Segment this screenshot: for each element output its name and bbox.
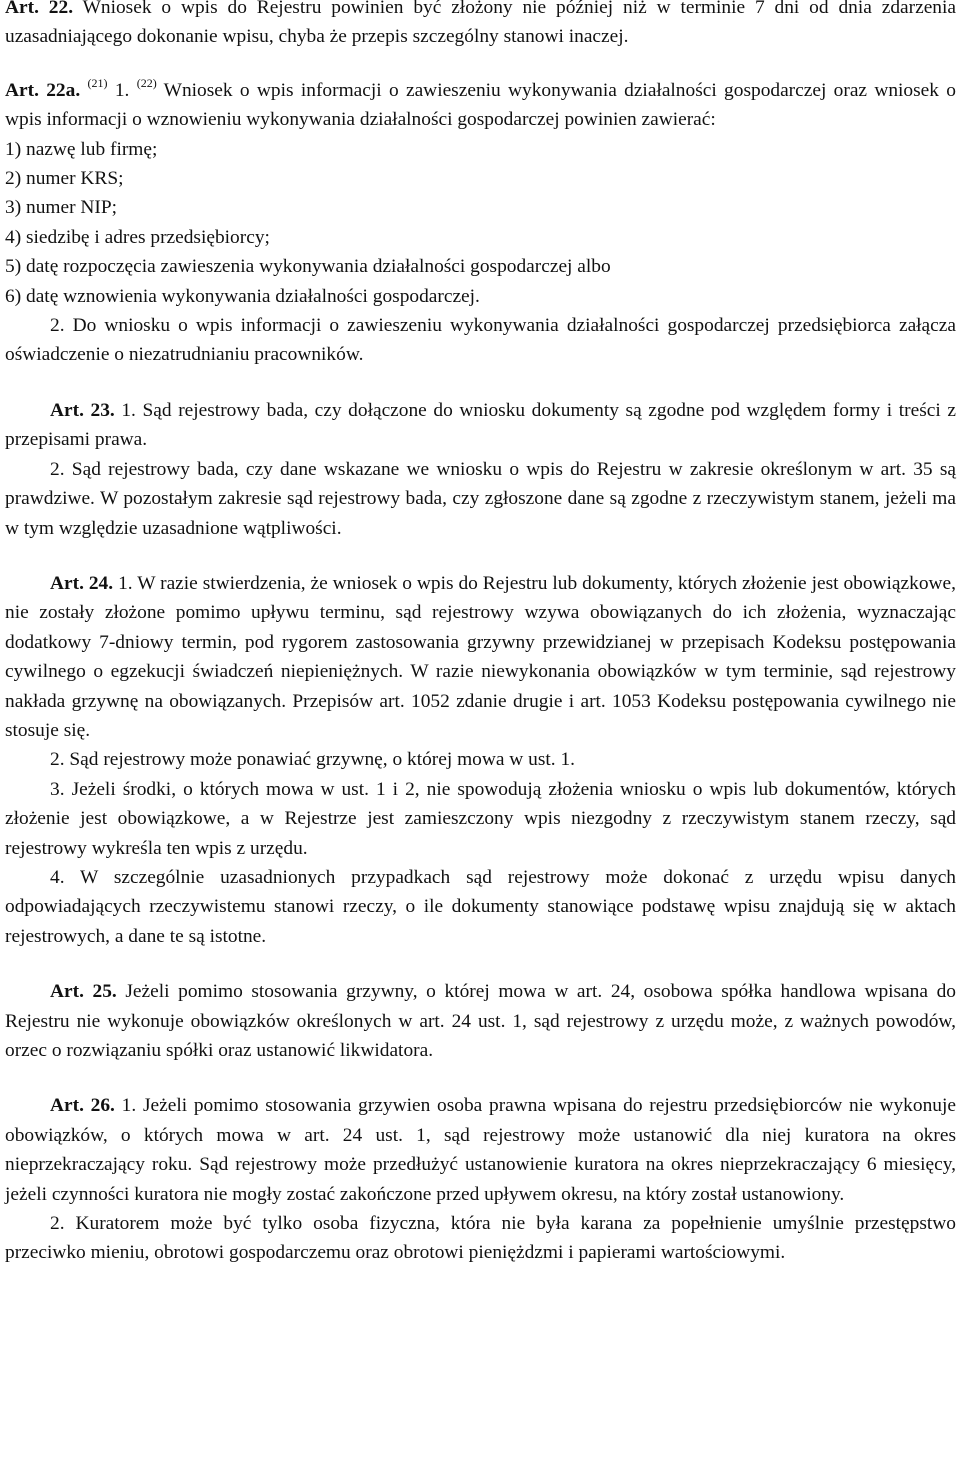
list-item: 1) nazwę lub firmę; <box>5 138 158 160</box>
spacer <box>5 1065 956 1091</box>
paragraph-text: Sąd rejestrowy bada, czy dane wskazane we wniosku o wpis do Rejestru w zakresie określonym w art. 35 są prawdziwe. W pozostałym zakresie sąd rejestrowy bada, czy zgłoszone dane są zgodne z rzeczywistym stanem, jeżeli ma w tym względzie uzasadnione wątpliwości. <box>5 458 956 539</box>
paragraph-number: 2. <box>50 315 65 337</box>
paragraph-number: 1. <box>118 572 133 594</box>
article-label: Art. 24. <box>50 572 114 594</box>
spacer <box>5 951 956 977</box>
spacer <box>5 52 956 76</box>
paragraph-number: 1. <box>114 79 130 101</box>
list-item: 2) numer KRS; <box>5 168 124 190</box>
article-22a-ust-1 <box>5 76 956 135</box>
paragraph-number: 1. <box>121 1095 137 1117</box>
article-25 <box>5 977 956 1065</box>
article-text: Wniosek o wpis do Rejestru powinien być złożony nie później niż w terminie 7 dni od dnia zdarzenia uzasadniającego dokonanie wpisu, chyba że przepis szczególny stanowi inaczej. <box>5 0 956 48</box>
paragraph-text: Do wniosku o wpis informacji o zawieszeniu wykonywania działalności gospodarczej przedsiębiorca załącza oświadczenie o niezatrudnianiu pracowników. <box>5 315 956 366</box>
list-item: 5) datę rozpoczęcia zawieszenia wykonywania działalności gospodarczej albo <box>5 256 611 278</box>
article-text: Jeżeli pomimo stosowania grzywny, o której mowa w art. 24, osobowa spółka handlowa wpisana do Rejestru nie wykonuje obowiązków określonych w art. 24 ust. 1, sąd rejestrowy z urzędu może, z ważnych powodów, orzec o rozwiązaniu spółki oraz ustanowić likwidatora. <box>5 981 956 1061</box>
article-24-ust-1 <box>5 569 956 745</box>
list-item: 4) siedzibę i adres przedsiębiorcy; <box>5 226 270 248</box>
article-22 <box>5 0 956 52</box>
paragraph-text: Jeżeli pomimo stosowania grzywien osoba prawna wpisana do rejestru przedsiębiorców nie wykonuje obowiązków, o których mowa w art. 24 ust. 1, sąd rejestrowy może ustanowić dla niej kuratora na okres nieprzekraczający roku. Sąd rejestrowy może przedłużyć ustanowienie kuratora na okres nieprzekraczający 6 miesięcy, jeżeli czynności kuratora nie mogły zostać zakończone przed upływem okresu, na który został ustanowiony. <box>5 1095 956 1205</box>
paragraph-text: Sąd rejestrowy bada, czy dołączone do wniosku dokumenty są zgodne pod względem formy i treści z przepisami prawa. <box>5 399 956 451</box>
paragraph-number: 2. <box>50 458 65 480</box>
article-24-ust-4: 4. W szczególnie uzasadnionych przypadkach sąd rejestrowy może dokonać z urzędu wpisu danych odpowiadających rzeczywistemu stanowi rzeczy, o ile dokumenty stanowiące podstawę wpisu znajdują się w aktach rejestrowych, a dane te są istotne. <box>5 866 956 947</box>
paragraph-text: Wniosek o wpis informacji o zawieszeniu wykonywania działalności gospodarczej oraz wniosek o wpis informacji o wznowieniu wykonywania działalności gospodarczej powinien zawierać: <box>5 79 956 131</box>
footnote-ref: (21) <box>87 75 108 90</box>
article-label: Art. 22a. <box>5 79 81 101</box>
article-24-ust-2: 2. Sąd rejestrowy może ponawiać grzywnę, o której mowa w ust. 1. <box>50 749 576 771</box>
article-label: Art. 26. <box>50 1095 115 1117</box>
article-label: Art. 22. <box>5 0 74 18</box>
article-23-ust-1 <box>5 396 956 455</box>
footnote-ref: (22) <box>136 75 157 90</box>
article-22a-ust-2 <box>5 311 956 370</box>
spacer <box>5 543 956 569</box>
article-23-ust-2 <box>5 455 956 543</box>
spacer <box>5 370 956 396</box>
article-26-ust-2: 2. Kuratorem może być tylko osoba fizyczna, która nie była karana za popełnienie umyślnie przestępstwo przeciwko mieniu, obrotowi gospodarczemu oraz obrotowi pieniężdzmi i papierami wartościowymi. <box>5 1213 956 1264</box>
article-label: Art. 25. <box>50 981 117 1003</box>
list-item: 6) datę wznowienia wykonywania działalności gospodarczej. <box>5 285 480 307</box>
paragraph-text: W razie stwierdzenia, że wniosek o wpis do Rejestru lub dokumenty, których złożenie jest obowiązkowe, nie zostały złożone pomimo upływu terminu, sąd rejestrowy wzywa obowiązanych do ich złożenia, wyznaczając dodatkowy 7-dniowy termin, pod rygorem zastosowania grzywny przewidzianej w przepisach Kodeksu postępowania cywilnego o egzekucji świadczeń niepieniężnych. W razie niewykonania obowiązków w tym terminie, sąd rejestrowy nakłada grzywnę na obowiązanych. Przepisów art. 1052 zdanie drugie i art. 1053 Kodeksu postępowania cywilnego nie stosuje się. <box>5 572 956 741</box>
list-item: 3) numer NIP; <box>5 197 118 219</box>
article-24-ust-3: 3. Jeżeli środki, o których mowa w ust. 1 i 2, nie spowodują złożenia wniosku o wpis lub dokumentów, których złożenie jest obowiązkowe, a w Rejestrze jest zamieszczony wpis niezgodny z rzeczywistym stanem rzeczy, sąd rejestrowy wykreśla ten wpis z urzędu. <box>5 778 956 859</box>
article-label: Art. 23. <box>50 399 115 421</box>
article-26-ust-1 <box>5 1091 956 1209</box>
paragraph-number: 1. <box>121 399 136 421</box>
